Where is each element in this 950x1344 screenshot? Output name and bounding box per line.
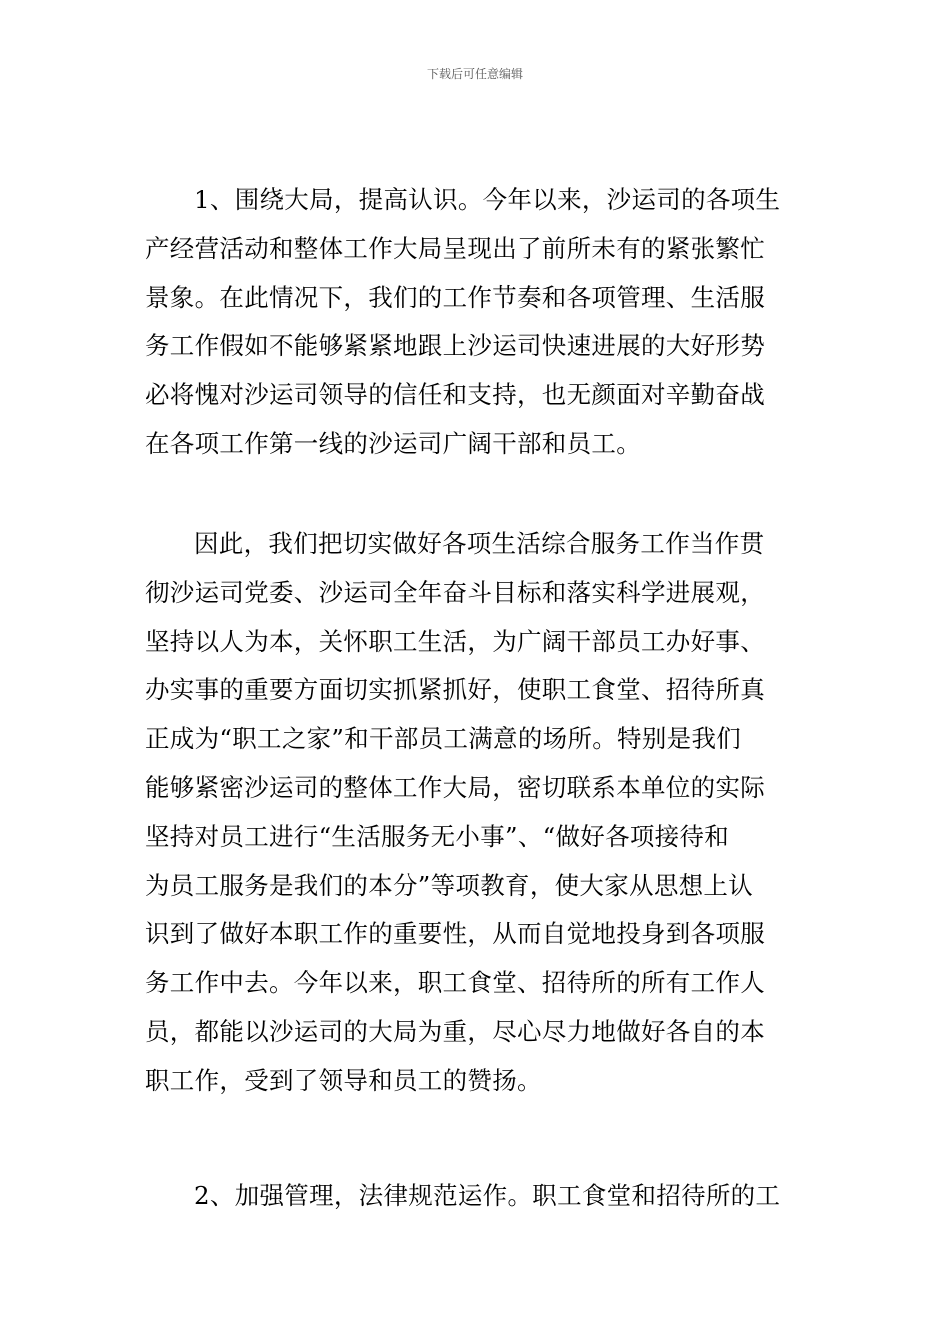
paragraph-line: 坚持对员工进行“生活服务无小事”、“做好各项接待和 — [145, 821, 730, 851]
paragraph-line: 景象。在此情况下，我们的工作节奏和各项管理、生活服 — [145, 282, 765, 312]
paragraph-line: 正成为“职工之家”和干部员工满意的场所。特别是我们 — [145, 724, 742, 754]
paragraph-3 — [145, 1172, 815, 1221]
paragraph-line: 必将愧对沙运司领导的信任和支持，也无颜面对辛勤奋战 — [145, 380, 765, 410]
paragraph-1 — [145, 176, 815, 469]
paragraph-line: 务工作假如不能够紧紧地跟上沙运司快速进展的大好形势 — [145, 331, 765, 361]
paragraph-line: 为员工服务是我们的本分”等项教育，使大家从思想上认 — [145, 870, 754, 900]
paragraph-line: 能够紧密沙运司的整体工作大局，密切联系本单位的实际 — [145, 772, 765, 802]
paragraph-line: 产经营活动和整体工作大局呈现出了前所未有的紧张繁忙 — [145, 233, 765, 263]
paragraph-line: 坚持以人为本，关怀职工生活，为广阔干部员工办好事、 — [145, 626, 765, 656]
paragraph-line: 彻沙运司党委、沙运司全年奋斗目标和落实科学进展观， — [145, 577, 765, 607]
paragraph-line: 在各项工作第一线的沙运司广阔干部和员工。 — [145, 428, 641, 458]
paragraph-line: 员，都能以沙运司的大局为重，尽心尽力地做好各自的本 — [145, 1016, 765, 1046]
paragraph-line: 职工作，受到了领导和员工的赞扬。 — [145, 1065, 542, 1095]
paragraph-2 — [145, 520, 815, 1106]
page-header: 下载后可任意编辑 — [426, 67, 523, 81]
paragraph-line: 1、围绕大局，提高认识。今年以来，沙运司的各项生 — [194, 185, 781, 214]
paragraph-line: 因此，我们把切实做好各项生活综合服务工作当作贯 — [194, 529, 765, 558]
paragraph-line: 办实事的重要方面切实抓紧抓好，使职工食堂、招待所真 — [145, 675, 765, 705]
paragraph-line: 务工作中去。今年以来，职工食堂、招待所的所有工作人 — [145, 968, 765, 998]
paragraph-line: 2、加强管理，法律规范运作。职工食堂和招待所的工 — [194, 1181, 781, 1210]
paragraph-line: 识到了做好本职工作的重要性，从而自觉地投身到各项服 — [145, 919, 765, 949]
